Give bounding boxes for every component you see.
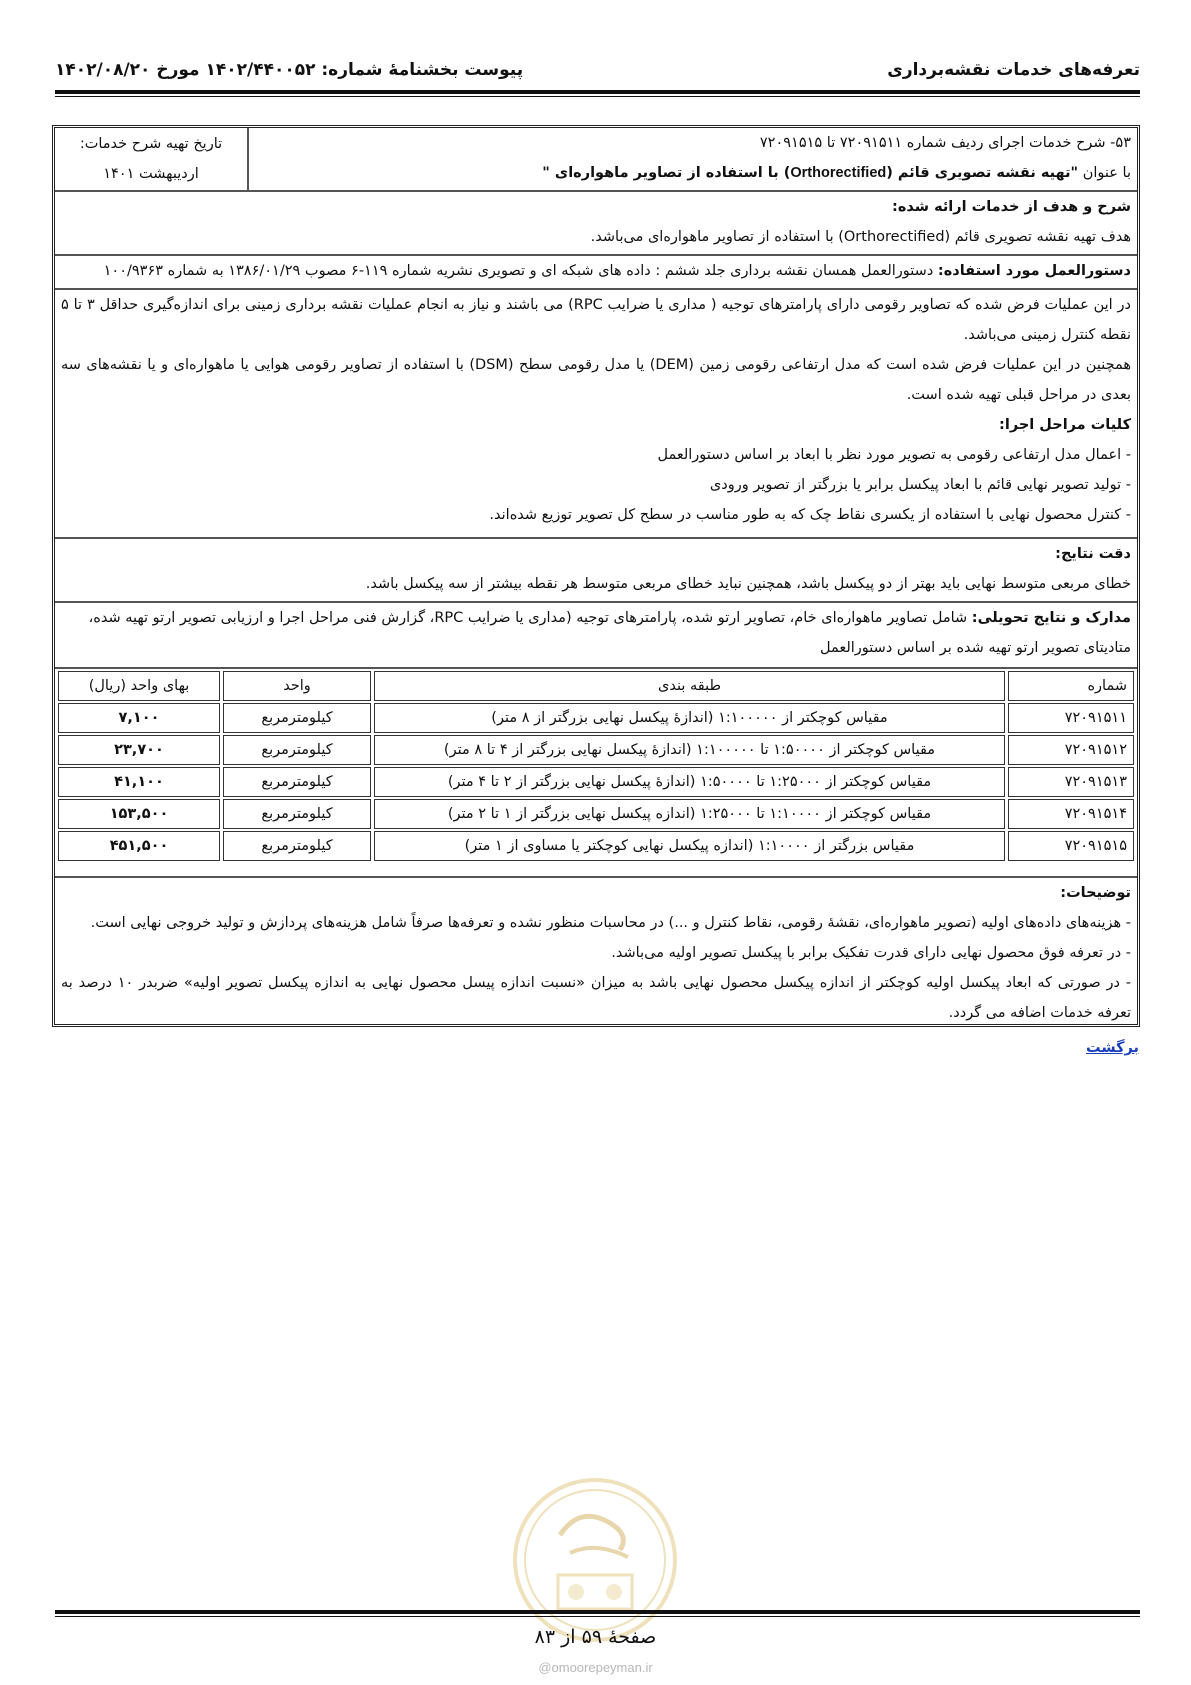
row-unit: کیلومترمربع — [223, 799, 371, 829]
accuracy-text: خطای مربعی متوسط نهایی باید بهتر از دو پیکسل باشد، همچنین نباید خطای مربعی متوسط هر نقطه بیشتر از سه پیکسل باشد. — [365, 576, 1131, 592]
accuracy-section — [55, 539, 1137, 603]
table-row — [58, 799, 1134, 829]
row-unit: کیلومترمربع — [223, 831, 371, 861]
row-price: ۴۱,۱۰۰ — [58, 767, 220, 797]
deliverables-section — [55, 603, 1137, 669]
row-code: ۷۲۰۹۱۵۱۴ — [1008, 799, 1134, 829]
seal-watermark-icon — [510, 1475, 680, 1645]
row-classification: مقیاس کوچکتر از ۱:۱۰۰۰۰ تا ۱:۲۵۰۰۰ (اندازه پیکسل نهایی بزرگتر از ۱ تا ۲ متر) — [374, 799, 1005, 829]
row-code: ۷۲۰۹۱۵۱۱ — [1008, 703, 1134, 733]
row-price: ۲۳,۷۰۰ — [58, 735, 220, 765]
footer-rule-thin — [55, 1616, 1140, 1617]
watermark-text: @omoorepeyman.ir — [538, 1660, 653, 1675]
service-title-cell — [247, 128, 1137, 190]
row-price: ۴۵۱,۵۰۰ — [58, 831, 220, 861]
operations-para-1: در این عملیات فرض شده که تصاویر رقومی دارای پارامترهای توجیه ( مداری یا ضرایب RPC) می باشند و نیاز به انجام عملیات نقشه برداری زمینی برای اندازه‌گیری حداقل ۳ تا ۵ نقطه کنترل زمینی می‌باشد. — [61, 297, 1131, 343]
service-title-bold-2: ) با استفاده از تصاویر ماهواره‌ای " — [542, 165, 791, 181]
accuracy-heading: دقت نتایج: — [1055, 546, 1131, 562]
row-classification: مقیاس کوچکتر از ۱:۱۰۰۰۰۰ (اندازهٔ پیکسل نهایی بزرگتر از ۸ متر) — [374, 703, 1005, 733]
header-circular-ref: پیوست بخشنامهٔ شماره: ۱۴۰۲/۴۴۰۰۵۲ مورخ ۱۴۰۲/۰۸/۲۰ — [55, 60, 524, 80]
step-item: - اعمال مدل ارتفاعی رقومی به تصویر مورد نظر با ابعاد بر اساس دستورالعمل — [657, 447, 1131, 463]
page-number: صفحهٔ ۵۹ از ۸۳ — [534, 1626, 657, 1648]
row-code: ۷۲۰۹۱۵۱۵ — [1008, 831, 1134, 861]
standard-section — [55, 256, 1137, 290]
row-price: ۷,۱۰۰ — [58, 703, 220, 733]
description-text: هدف تهیه نقشه تصویری قائم (Orthorectified) با استفاده از تصاویر ماهواره‌ای می‌باشد. — [590, 229, 1131, 245]
col-code-header: شماره — [1008, 671, 1134, 701]
table-row — [58, 831, 1134, 861]
row-classification: مقیاس کوچکتر از ۱:۵۰۰۰۰ تا ۱:۱۰۰۰۰۰ (اندازهٔ پیکسل نهایی بزرگتر از ۴ تا ۸ متر) — [374, 735, 1005, 765]
row-unit: کیلومترمربع — [223, 703, 371, 733]
footer-rule — [55, 1610, 1140, 1614]
standard-text: دستورالعمل همسان نقشه برداری جلد ششم : داده های شبکه ای و تصویری نشریه شماره ۱۱۹-۶ مصوب ۱۳۸۶/۰۱/۲۹ به شماره ۱۰۰/۹۳۶۳ — [103, 263, 938, 279]
service-title — [255, 158, 1131, 188]
note-item: - در صورتی که ابعاد پیکسل اولیه کوچکتر از اندازه پیکسل محصول نهایی باشد به میزان «نسبت اندازه پیسل محصول نهایی به اندازه پیکسل تصویر اولیه» ضربدر ۱۰ درصد به تعرفه خدمات اضافه می گردد. — [61, 975, 1131, 1021]
rate-table-header — [58, 671, 1134, 701]
notes-heading: توضیحات: — [1060, 885, 1131, 901]
header-rule-thin — [55, 96, 1140, 97]
service-title-bold-1: "تهیه نقشه تصویری قائم ( — [886, 165, 1079, 181]
table-row — [58, 703, 1134, 733]
note-item: - در تعرفه فوق محصول نهایی دارای قدرت تفکیک برابر با پیکسل تصویر اولیه می‌باشد. — [611, 945, 1131, 961]
service-date-cell — [55, 128, 247, 190]
table-row — [58, 767, 1134, 797]
date-label: تاریخ تهیه شرح خدمات: — [79, 136, 223, 152]
row-price: ۱۵۳,۵۰۰ — [58, 799, 220, 829]
note-item: - هزینه‌های داده‌های اولیه (تصویر ماهواره‌ای، نقشهٔ رقومی، نقاط کنترل و ...) در محاسبات منظور نشده و تعرفه‌ها صرفاً شامل هزینه‌های پردازش و تولید خروجی نهایی است. — [90, 915, 1131, 931]
row-unit: کیلومترمربع — [223, 767, 371, 797]
row-classification: مقیاس کوچکتر از ۱:۲۵۰۰۰ تا ۱:۵۰۰۰۰ (اندازهٔ پیکسل نهایی بزرگتر از ۲ تا ۴ متر) — [374, 767, 1005, 797]
table-row — [58, 735, 1134, 765]
step-item: - تولید تصویر نهایی قائم با ابعاد پیکسل برابر یا بزرگتر از تصویر ورودی — [709, 477, 1131, 493]
row-code: ۷۲۰۹۱۵۱۳ — [1008, 767, 1134, 797]
date-value: اردیبهشت ۱۴۰۱ — [103, 166, 199, 182]
service-frame — [52, 125, 1140, 1027]
row-code: ۷۲۰۹۱۵۱۲ — [1008, 735, 1134, 765]
col-price-header: بهای واحد (ریال) — [58, 671, 220, 701]
row-unit: کیلومترمربع — [223, 735, 371, 765]
service-number-line: ۵۳- شرح خدمات اجرای ردیف شماره ۷۲۰۹۱۵۱۱ تا ۷۲۰۹۱۵۱۵ — [759, 135, 1131, 151]
col-classification-header: طبقه بندی — [374, 671, 1005, 701]
operations-section — [55, 290, 1137, 539]
steps-heading: کلیات مراحل اجرا: — [999, 417, 1131, 433]
page-header — [55, 56, 1140, 84]
header-rule — [55, 90, 1140, 94]
description-heading: شرح و هدف از خدمات ارائه شده: — [892, 199, 1131, 215]
back-link[interactable]: برگشت — [1085, 1040, 1139, 1056]
row-classification: مقیاس بزرگتر از ۱:۱۰۰۰۰ (اندازه پیکسل نهایی کوچکتر یا مساوی از ۱ متر) — [374, 831, 1005, 861]
service-title-latin: Orthorectified — [790, 165, 887, 181]
service-title-row — [55, 128, 1137, 192]
service-title-prefix: با عنوان — [1078, 165, 1131, 181]
standard-label: دستورالعمل مورد استفاده: — [937, 263, 1131, 279]
rate-table — [55, 669, 1137, 863]
col-unit-header: واحد — [223, 671, 371, 701]
notes-section — [55, 876, 1137, 1024]
operations-para-2: همچنین در این عملیات فرض شده است که مدل ارتفاعی رقومی زمین (DEM) یا مدل رقومی سطح (DSM) با استفاده از تصاویر رقومی هوایی یا ماهواره‌ای و یا نقشه‌های سه بعدی در مراحل قبلی تهیه شده است. — [61, 357, 1131, 403]
description-section — [55, 192, 1137, 256]
step-item: - کنترل محصول نهایی با استفاده از یکسری نقاط چک که به طور مناسب در سطح کل تصویر توزیع شده‌اند. — [489, 507, 1131, 523]
header-title: تعرفه‌های خدمات نقشه‌برداری — [887, 60, 1140, 80]
deliverables-text: شامل تصاویر ماهواره‌ای خام، تصاویر ارتو شده، پارامترهای توجیه (مداری یا ضرایب RPC، گزارش فنی مراحل اجرا و ارزیابی تصویر ارتو تهیه شده، متادیتای تصویر ارتو تهیه شده بر اساس دستورالعمل — [88, 610, 1131, 656]
deliverables-label: مدارک و نتایج تحویلی: — [971, 610, 1131, 626]
